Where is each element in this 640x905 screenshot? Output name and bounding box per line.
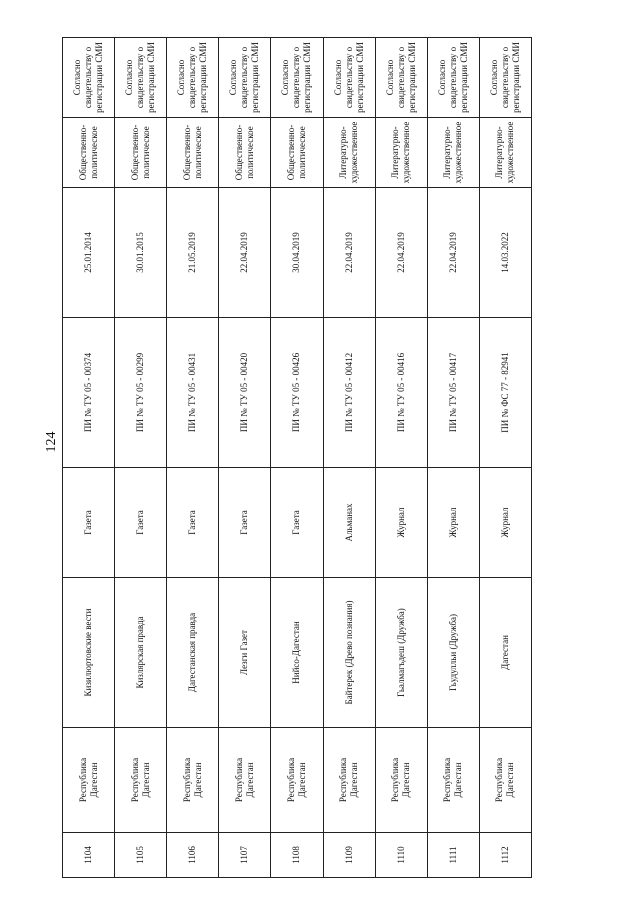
basis-cell: Согласно свидетельству о регистрации СМИ — [219, 38, 271, 118]
table-row — [375, 38, 427, 878]
theme-cell: Общественно- политическое — [271, 118, 323, 188]
table-row — [63, 38, 115, 878]
basis-cell: Согласно свидетельству о регистрации СМИ — [63, 38, 115, 118]
registration-date-cell: 30.04.2019 — [271, 188, 323, 318]
region-cell: Республика Дагестан — [115, 728, 167, 833]
media-type-cell: Журнал — [479, 468, 531, 578]
table-row — [427, 38, 479, 878]
theme-cell: Литературно- художественное — [427, 118, 479, 188]
basis-cell: Согласно свидетельству о регистрации СМИ — [479, 38, 531, 118]
registration-date-cell: 30.01.2015 — [115, 188, 167, 318]
media-type-cell: Газета — [63, 468, 115, 578]
registration-date-cell: 25.01.2014 — [63, 188, 115, 318]
media-name-cell: Дагестанская правда — [167, 578, 219, 728]
row-number: 1111 — [427, 833, 479, 878]
media-type-cell: Альманах — [323, 468, 375, 578]
registration-date-cell: 22.04.2019 — [375, 188, 427, 318]
media-name-cell: Нийсо-Дагестан — [271, 578, 323, 728]
row-number: 1109 — [323, 833, 375, 878]
registration-date-cell: 14.03.2022 — [479, 188, 531, 318]
theme-cell: Общественно- политическое — [167, 118, 219, 188]
media-name-cell: Дагестан — [479, 578, 531, 728]
registration-number-cell: ПИ № ТУ 05 - 00431 — [167, 318, 219, 468]
media-name-cell: Кизилюртовские вести — [63, 578, 115, 728]
row-number: 1104 — [63, 833, 115, 878]
theme-cell: Общественно- политическое — [219, 118, 271, 188]
table-row — [479, 38, 531, 878]
table-row — [115, 38, 167, 878]
basis-cell: Согласно свидетельству о регистрации СМИ — [323, 38, 375, 118]
row-number: 1107 — [219, 833, 271, 878]
basis-cell: Согласно свидетельству о регистрации СМИ — [271, 38, 323, 118]
page-number: 124 — [44, 431, 59, 453]
registration-number-cell: ПИ № ТУ 05 - 00416 — [375, 318, 427, 468]
media-type-cell: Газета — [115, 468, 167, 578]
basis-cell: Согласно свидетельству о регистрации СМИ — [427, 38, 479, 118]
region-cell: Республика Дагестан — [63, 728, 115, 833]
region-cell: Республика Дагестан — [375, 728, 427, 833]
registration-date-cell: 22.04.2019 — [219, 188, 271, 318]
table-row — [323, 38, 375, 878]
media-name-cell: Лезги Газет — [219, 578, 271, 728]
registration-number-cell: ПИ № ТУ 05 - 00299 — [115, 318, 167, 468]
theme-cell: Литературно- художественное — [375, 118, 427, 188]
registration-number-cell: ПИ № ТУ 05 - 00412 — [323, 318, 375, 468]
registration-number-cell: ПИ № ТУ 05 - 00426 — [271, 318, 323, 468]
theme-cell: Общественно- политическое — [63, 118, 115, 188]
region-cell: Республика Дагестан — [479, 728, 531, 833]
region-cell: Республика Дагестан — [167, 728, 219, 833]
region-cell: Республика Дагестан — [219, 728, 271, 833]
row-number: 1110 — [375, 833, 427, 878]
registration-number-cell: ПИ № ТУ 05 - 00374 — [63, 318, 115, 468]
row-number: 1106 — [167, 833, 219, 878]
basis-cell: Согласно свидетельству о регистрации СМИ — [375, 38, 427, 118]
theme-cell: Литературно- художественное — [479, 118, 531, 188]
registration-number-cell: ПИ № ТУ 05 - 00420 — [219, 318, 271, 468]
region-cell: Республика Дагестан — [427, 728, 479, 833]
row-number: 1108 — [271, 833, 323, 878]
media-type-cell: Газета — [219, 468, 271, 578]
registration-number-cell: ПИ № ТУ 05 - 00417 — [427, 318, 479, 468]
media-type-cell: Журнал — [427, 468, 479, 578]
basis-cell: Согласно свидетельству о регистрации СМИ — [115, 38, 167, 118]
table-row — [219, 38, 271, 878]
row-number: 1105 — [115, 833, 167, 878]
media-name-cell: Гьалмагъдеш (Дружба) — [375, 578, 427, 728]
row-number: 1112 — [479, 833, 531, 878]
registration-date-cell: 22.04.2019 — [427, 188, 479, 318]
media-registry-table — [62, 37, 532, 878]
registration-date-cell: 21.05.2019 — [167, 188, 219, 318]
table-row — [167, 38, 219, 878]
registration-date-cell: 22.04.2019 — [323, 188, 375, 318]
region-cell: Республика Дагестан — [271, 728, 323, 833]
table-row — [271, 38, 323, 878]
media-name-cell: Гьудулльи (Дружба) — [427, 578, 479, 728]
region-cell: Республика Дагестан — [323, 728, 375, 833]
basis-cell: Согласно свидетельству о регистрации СМИ — [167, 38, 219, 118]
theme-cell: Общественно- политическое — [115, 118, 167, 188]
theme-cell: Литературно- художественное — [323, 118, 375, 188]
media-name-cell: Байтерек (Древо познания) — [323, 578, 375, 728]
media-name-cell: Кизлярская правда — [115, 578, 167, 728]
media-type-cell: Журнал — [375, 468, 427, 578]
media-type-cell: Газета — [167, 468, 219, 578]
registration-number-cell: ПИ № ФС 77 - 82941 — [479, 318, 531, 468]
media-type-cell: Газета — [271, 468, 323, 578]
rotated-table-wrapper — [62, 38, 532, 878]
